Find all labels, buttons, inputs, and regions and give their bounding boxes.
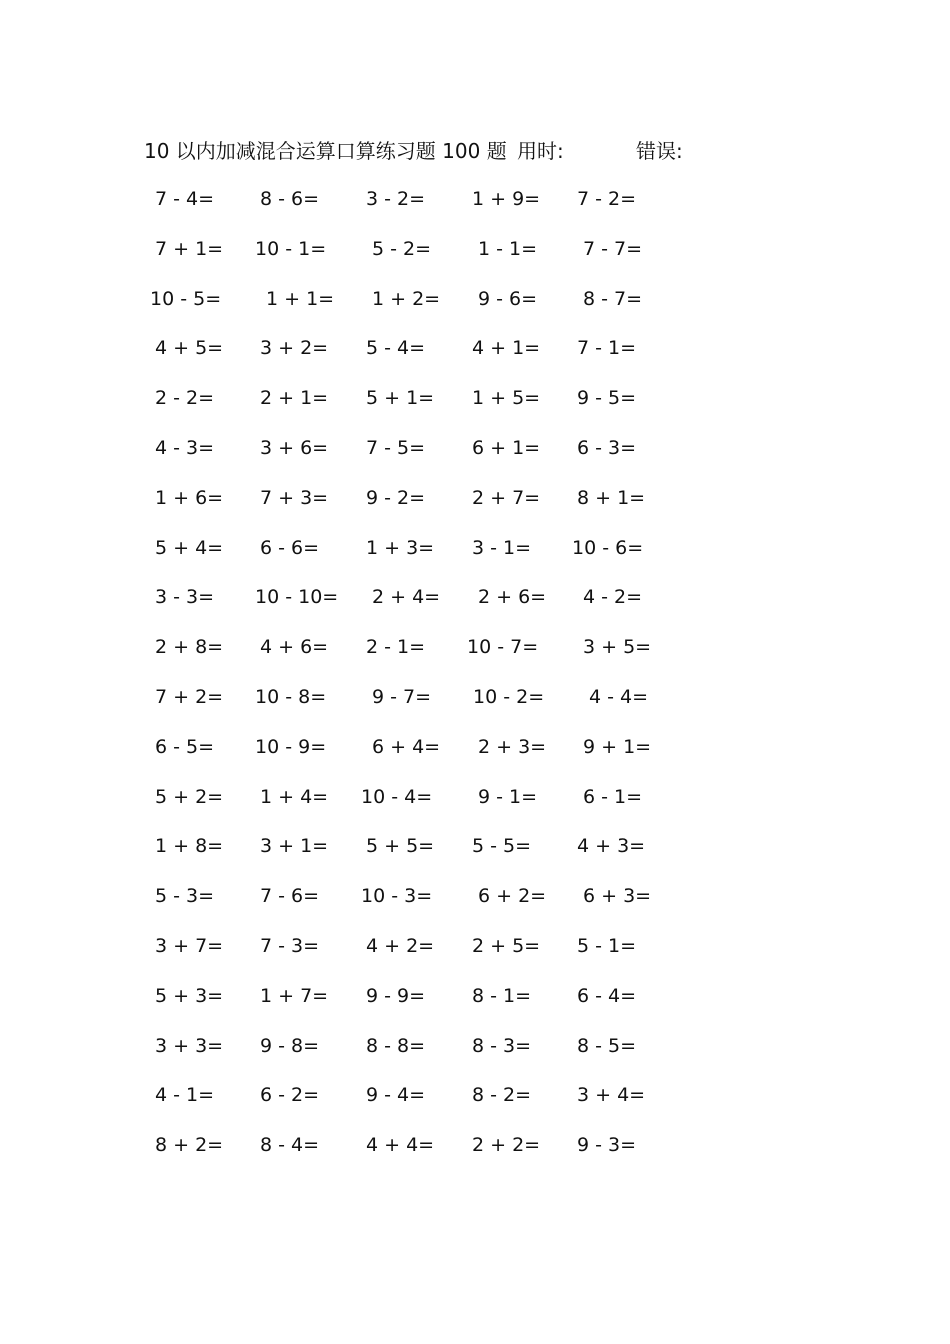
problem-row <box>0 582 950 632</box>
problem-cell: 2 + 4= <box>372 586 441 609</box>
problem-cell: 10 - 9= <box>255 735 327 758</box>
problem-cell: 3 + 5= <box>583 636 652 659</box>
problem-row <box>0 782 950 832</box>
problem-cell: 9 - 1= <box>478 785 538 808</box>
problem-cell: 1 + 5= <box>472 387 541 410</box>
problem-row <box>0 682 950 732</box>
problem-cell: 10 - 7= <box>467 636 539 659</box>
problem-cell: 9 - 6= <box>478 287 538 310</box>
problem-cell: 4 + 4= <box>366 1134 435 1157</box>
problem-cell: 6 - 3= <box>577 436 637 459</box>
problem-cell: 4 + 2= <box>366 934 435 957</box>
problem-row <box>0 333 950 383</box>
problem-row <box>0 483 950 533</box>
problem-row <box>0 433 950 483</box>
problem-cell: 2 + 3= <box>478 735 547 758</box>
problem-row <box>0 234 950 284</box>
problem-cell: 1 + 6= <box>155 486 224 509</box>
problem-cell: 8 - 8= <box>366 1034 426 1057</box>
problem-row <box>0 184 950 234</box>
problem-cell: 5 - 4= <box>366 337 426 360</box>
problem-cell: 3 - 1= <box>472 536 532 559</box>
problem-cell: 5 - 5= <box>472 835 532 858</box>
problem-cell: 1 + 4= <box>260 785 329 808</box>
problem-cell: 3 + 3= <box>155 1034 224 1057</box>
problem-cell: 4 - 2= <box>583 586 643 609</box>
problem-cell: 7 - 4= <box>155 188 215 210</box>
problem-cell: 9 - 9= <box>366 984 426 1007</box>
problem-cell: 5 + 1= <box>366 387 435 410</box>
problem-cell: 3 - 2= <box>366 188 426 210</box>
problem-cell: 10 - 10= <box>255 586 339 609</box>
problem-cell: 10 - 3= <box>361 885 433 908</box>
problem-cell: 2 + 7= <box>472 486 541 509</box>
problem-row <box>0 632 950 682</box>
problem-cell: 1 - 1= <box>478 237 538 260</box>
problem-cell: 5 + 4= <box>155 536 224 559</box>
problem-cell: 4 - 1= <box>155 1084 215 1107</box>
problem-cell: 8 + 1= <box>577 486 646 509</box>
problem-cell: 1 + 7= <box>260 984 329 1007</box>
problem-cell: 7 - 5= <box>366 436 426 459</box>
problem-cell: 7 - 7= <box>583 237 643 260</box>
problem-cell: 8 - 4= <box>260 1134 320 1157</box>
problem-cell: 2 + 8= <box>155 636 224 659</box>
problem-cell: 2 - 2= <box>155 387 215 410</box>
problem-cell: 4 + 5= <box>155 337 224 360</box>
problem-cell: 5 + 5= <box>366 835 435 858</box>
problem-cell: 3 + 4= <box>577 1084 646 1107</box>
problem-cell: 10 - 8= <box>255 685 327 708</box>
problem-cell: 3 + 7= <box>155 934 224 957</box>
problem-cell: 6 - 5= <box>155 735 215 758</box>
problem-cell: 7 + 1= <box>155 237 224 260</box>
problem-cell: 1 + 3= <box>366 536 435 559</box>
problem-cell: 2 - 1= <box>366 636 426 659</box>
problem-cell: 9 - 7= <box>372 685 432 708</box>
problem-cell: 9 - 8= <box>260 1034 320 1057</box>
problem-row <box>0 284 950 334</box>
problem-cell: 5 - 3= <box>155 885 215 908</box>
problem-cell: 6 + 3= <box>583 885 652 908</box>
problem-cell: 6 - 2= <box>260 1084 320 1107</box>
problem-cell: 9 - 3= <box>577 1134 637 1157</box>
problem-cell: 6 - 4= <box>577 984 637 1007</box>
problem-cell: 2 + 1= <box>260 387 329 410</box>
problem-cell: 5 + 3= <box>155 984 224 1007</box>
problem-cell: 5 + 2= <box>155 785 224 808</box>
page-title: 10 以内加减混合运算口算练习题 100 题 <box>144 139 507 163</box>
problem-cell: 7 + 2= <box>155 685 224 708</box>
problem-cell: 7 + 3= <box>260 486 329 509</box>
problem-cell: 1 + 8= <box>155 835 224 858</box>
problem-cell: 9 + 1= <box>583 735 652 758</box>
problem-row <box>0 881 950 931</box>
problem-row <box>0 732 950 782</box>
problem-cell: 4 - 4= <box>589 685 649 708</box>
problem-cell: 8 - 5= <box>577 1034 637 1057</box>
problem-cell: 2 + 2= <box>472 1134 541 1157</box>
problem-cell: 8 - 2= <box>472 1084 532 1107</box>
problem-cell: 6 + 4= <box>372 735 441 758</box>
problem-cell: 3 + 1= <box>260 835 329 858</box>
problem-cell: 4 + 6= <box>260 636 329 659</box>
problem-cell: 4 + 3= <box>577 835 646 858</box>
problem-cell: 9 - 5= <box>577 387 637 410</box>
problem-cell: 3 + 2= <box>260 337 329 360</box>
problem-grid <box>0 184 950 1180</box>
problem-cell: 10 - 4= <box>361 785 433 808</box>
problem-cell: 7 - 3= <box>260 934 320 957</box>
problem-row <box>0 981 950 1031</box>
errors-label: 错误: <box>636 139 683 163</box>
problem-cell: 10 - 5= <box>150 287 222 310</box>
problem-cell: 6 + 2= <box>478 885 547 908</box>
problem-cell: 8 + 2= <box>155 1134 224 1157</box>
problem-cell: 2 + 6= <box>478 586 547 609</box>
problem-cell: 4 - 3= <box>155 436 215 459</box>
problem-cell: 1 + 2= <box>372 287 441 310</box>
problem-cell: 6 - 1= <box>583 785 643 808</box>
problem-cell: 3 + 6= <box>260 436 329 459</box>
problem-cell: 1 + 9= <box>472 188 541 210</box>
problem-cell: 7 - 6= <box>260 885 320 908</box>
problem-cell: 8 - 1= <box>472 984 532 1007</box>
problem-cell: 8 - 7= <box>583 287 643 310</box>
problem-cell: 7 - 2= <box>577 188 637 210</box>
problem-row <box>0 831 950 881</box>
problem-row <box>0 383 950 433</box>
problem-cell: 10 - 1= <box>255 237 327 260</box>
problem-cell: 1 + 1= <box>266 287 335 310</box>
problem-cell: 9 - 2= <box>366 486 426 509</box>
problem-cell: 2 + 5= <box>472 934 541 957</box>
problem-cell: 8 - 3= <box>472 1034 532 1057</box>
problem-cell: 4 + 1= <box>472 337 541 360</box>
problem-row <box>0 1130 950 1180</box>
time-label: 用时: <box>517 139 564 163</box>
problem-row <box>0 1080 950 1130</box>
problem-cell: 5 - 1= <box>577 934 637 957</box>
problem-cell: 10 - 6= <box>572 536 644 559</box>
problem-cell: 8 - 6= <box>260 188 320 210</box>
problem-cell: 6 + 1= <box>472 436 541 459</box>
problem-row <box>0 1031 950 1081</box>
problem-cell: 3 - 3= <box>155 586 215 609</box>
problem-cell: 10 - 2= <box>473 685 545 708</box>
problem-cell: 6 - 6= <box>260 536 320 559</box>
problem-row <box>0 533 950 583</box>
problem-cell: 5 - 2= <box>372 237 432 260</box>
problem-row <box>0 931 950 981</box>
problem-cell: 7 - 1= <box>577 337 637 360</box>
problem-cell: 9 - 4= <box>366 1084 426 1107</box>
